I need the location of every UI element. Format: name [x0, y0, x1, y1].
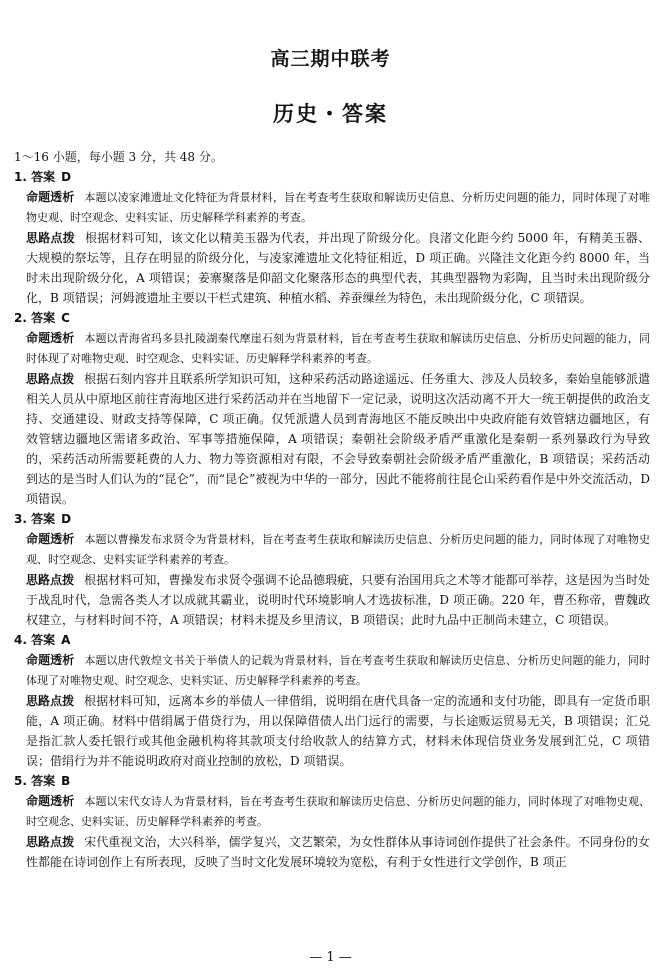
question-1-hint-text: 根据材料可知，该文化以精美玉器为代表，并出现了阶级分化。良渚文化距今约 5000 年，有精美玉器、大规模的祭坛等，且存在明显的阶级分化，与凌家滩遗址文化特征相近，D 项正确。兴隆洼文化距今约 8000 年，当时未出现阶级分化，A 项错误；姜寨聚落是仰韶文化聚落形态的典型代表，其典型器物为彩陶，且当时未出现阶级分化，B 项错误；河姆渡遗址主要以干栏式建筑、种植水稻、养蚕缫丝为特色，未出现阶级分化，C 项错误。: [26, 231, 650, 305]
question-1: [14, 167, 650, 308]
question-5-label: 5. 答案: [14, 774, 56, 788]
question-2: [14, 308, 650, 509]
question-2-hint-text: 根据石刻内容并且联系所学知识可知，这种采药活动路途遥远、任务重大、涉及人员较多，秦始皇能够派遣相关人员从中原地区前往青海地区进行采药活动并在当地留下一定记录，说明这次活动离不开大一统王朝提供的政治支持、交通建设、财政支持等保障，C 项正确。仅凭派遣人员到青海地区不能反映出中央政府能有效管辖边疆地区，有效管辖边疆地区需诸多政治、军事等措施保障，A 项错误；秦朝社会阶级矛盾严重激化是秦朝一系列暴政行为导致的，采药活动所需要耗费的人力、物力等资源相对有限，不会导致秦朝社会阶级矛盾严重激化，B 项错误；采药活动到达的是当时人们认为的“昆仑”，而“昆仑”被视为中华的一部分，因此不能将前往昆仑山采药看作是中外交流活动，D 项错误。: [26, 372, 651, 506]
question-4-intent: [26, 650, 650, 691]
question-1-label: 1. 答案: [14, 170, 56, 184]
question-5-intent-text: 本题以宋代女诗人为背景材料，旨在考查考生获取和解读历史信息、分析历史问题的能力，同时体现了对唯物史观、时空观念、史料实证、历史解释学科素养的考查。: [26, 795, 650, 828]
document-title: 高三期中联考: [270, 48, 391, 70]
document-subtitle: 历史・答案: [273, 102, 388, 126]
question-2-intent-text: 本题以青海省玛多县扎陵湖秦代摩崖石刻为背景材料，旨在考查考生获取和解读历史信息、分析历史问题的能力，同时体现了对唯物史观、时空观念、史料实证、历史解释学科素养的考查。: [26, 332, 650, 365]
question-3-intent-label: 命题透析: [26, 532, 75, 546]
question-5-hint-label: 思路点拨: [26, 835, 75, 849]
question-4: [14, 630, 650, 771]
question-5: [14, 771, 650, 872]
question-4-intent-label: 命题透析: [26, 653, 75, 667]
question-2-header: [14, 308, 650, 328]
question-1-intent: [26, 187, 650, 228]
question-5-answer: B: [61, 774, 71, 788]
question-4-intent-text: 本题以唐代敦煌文书关于举债人的记载为背景材料，旨在考查考生获取和解读历史信息、分析历史问题的能力，同时体现了对唯物史观、时空观念、史料实证、历史解释学科素养的考查。: [26, 654, 650, 687]
question-4-header: [14, 630, 650, 650]
question-4-hint-text: 根据材料可知，远离本乡的举债人一律借绢，说明绢在唐代具备一定的流通和支付功能，即具有一定货币职能，A 项正确。材料中借绢属于借贷行为，用以保障借债人出门远行的需要，与长途贩运贸易无关，B 项错误；汇兑是指汇款人委托银行或其他金融机构将其款项支付给收款人的结算方式，材料未体现信贷业务发展到汇兑，C 项错误；借绢行为并不能说明政府对商业控制的放松，D 项错误。: [26, 694, 650, 768]
question-1-intent-text: 本题以凌家滩遗址文化特征为背景材料，旨在考查考生获取和解读历史信息、分析历史问题的能力，同时体现了对唯物史观、时空观念、史料实证、历史解释学科素养的考查。: [26, 191, 650, 224]
question-3-intent-text: 本题以曹操发布求贤令为背景材料，旨在考查考生获取和解读历史信息、分析历史问题的能力，同时体现了对唯物史观、时空观念、史料实证学科素养的考查。: [26, 533, 650, 566]
question-5-intent: [26, 791, 650, 832]
question-4-label: 4. 答案: [14, 633, 56, 647]
answer-content: [14, 147, 650, 872]
question-3-answer: D: [61, 512, 72, 526]
question-3-header: [14, 509, 650, 529]
question-5-header: [14, 771, 650, 791]
question-5-hint: [26, 832, 650, 872]
question-2-hint-label: 思路点拨: [26, 372, 75, 386]
intro-line: 1～16 小题，每小题 3 分，共 48 分。: [14, 150, 223, 164]
question-3: [14, 509, 650, 630]
question-2-answer: C: [61, 311, 70, 325]
page-number: — 1 —: [309, 950, 352, 965]
question-4-answer: A: [61, 633, 71, 647]
question-4-hint-label: 思路点拨: [26, 694, 75, 708]
question-3-hint-text: 根据材料可知，曹操发布求贤令强调不论品德瑕疵，只要有治国用兵之术等才能都可举荐，这是因为当时处于战乱时代，急需各类人才以成就其霸业，说明时代环境影响人才选拔标准，D 项正确。220 年，曹丕称帝，曹魏政权建立，与材料时间不符，A 项错误；材料未提及乡里清议，B 项错误；此时九品中正制尚未建立，C 项错误。: [26, 573, 650, 627]
question-2-label: 2. 答案: [14, 311, 56, 325]
question-2-hint: [26, 369, 650, 509]
question-3-intent: [26, 529, 650, 570]
question-1-hint: [26, 228, 650, 308]
question-5-hint-text: 宋代重视文治，大兴科举，儒学复兴，文艺繁荣，为女性群体从事诗词创作提供了社会条件。不同身份的女性都能在诗词创作上有所表现，反映了当时文化发展环境较为宽松，有利于女性进行文学创作，B 项正: [26, 835, 650, 869]
question-1-answer: D: [61, 170, 72, 184]
question-2-intent-label: 命题透析: [26, 331, 75, 345]
question-1-intent-label: 命题透析: [26, 190, 75, 204]
question-3-hint: [26, 570, 650, 630]
question-3-label: 3. 答案: [14, 512, 56, 526]
question-3-hint-label: 思路点拨: [26, 573, 75, 587]
question-4-hint: [26, 691, 650, 771]
question-1-hint-label: 思路点拨: [26, 231, 75, 245]
question-5-intent-label: 命题透析: [26, 794, 75, 808]
question-2-intent: [26, 328, 650, 369]
question-1-header: [14, 167, 650, 187]
